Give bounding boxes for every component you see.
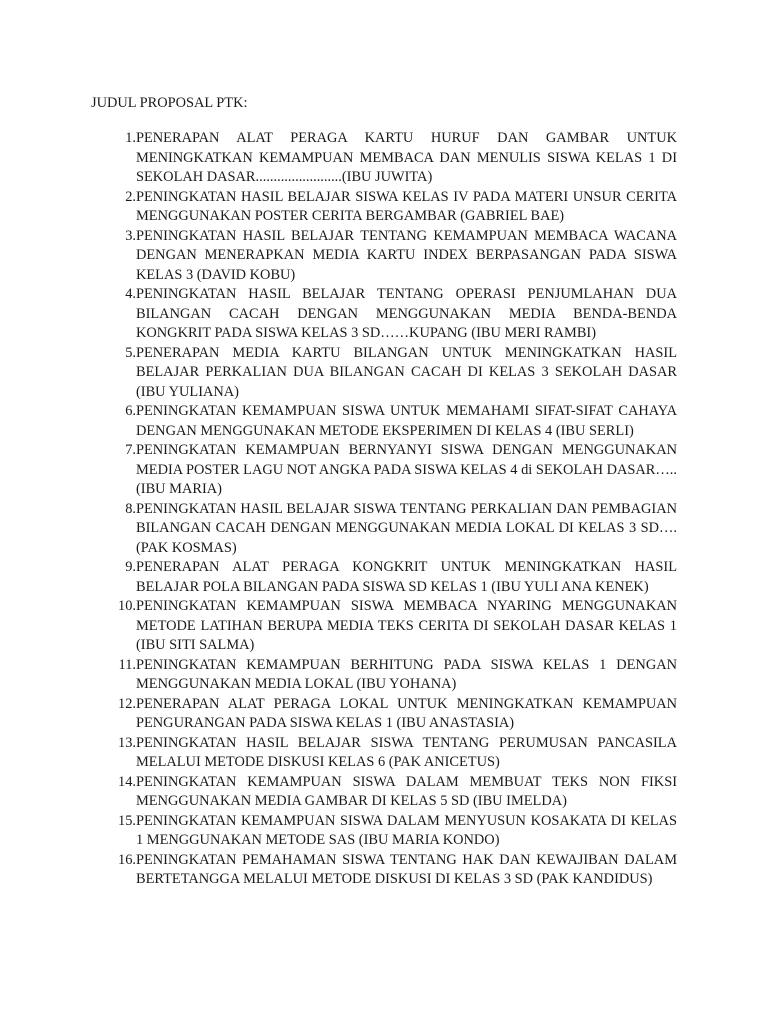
list-item-number: 12. xyxy=(118,695,136,712)
list-item-number: 5. xyxy=(125,344,136,361)
list-item-text: PENERAPAN ALAT PERAGA LOKAL UNTUK MENINGKATKAN KEMAMPUAN PENGURANGAN PADA SISWA KELAS 1 (IBU ANASTASIA) xyxy=(136,695,677,731)
list-item xyxy=(91,344,677,403)
list-item xyxy=(91,656,677,695)
list-item-text: PENERAPAN MEDIA KARTU BILANGAN UNTUK MENINGKATKAN HASIL BELAJAR PERKALIAN DUA BILANGAN CACAH DI KELAS 3 SEKOLAH DASAR (IBU YULIANA) xyxy=(136,344,677,400)
list-item-number: 7. xyxy=(125,442,136,458)
list-item-number: 13. xyxy=(118,734,136,751)
document-title: JUDUL PROPOSAL PTK: xyxy=(91,95,248,111)
list-item-text: PENINGKATAN PEMAHAMAN SISWA TENTANG HAK DAN KEWAJIBAN DALAM BERTETANGGA MELALUI METODE DISKUSI DI KELAS 3 SD (PAK KANDIDUS) xyxy=(136,851,677,887)
list-item xyxy=(91,734,677,773)
proposal-list xyxy=(91,129,677,890)
list-item-text: PENINGKATAN KEMAMPUAN SISWA DALAM MENYUSUN KOSAKATA DI KELAS 1 MENGGUNAKAN METODE SAS (IBU MARIA KONDO) xyxy=(136,812,677,848)
list-item-text: PENERAPAN ALAT PERAGA KARTU HURUF DAN GAMBAR UNTUK MENINGKATKAN KEMAMPUAN MEMBACA DAN MENULIS SISWA KELAS 1 DI SEKOLAH DASAR........................(IBU JUWITA) xyxy=(136,130,677,185)
list-item-text: PENINGKATAN HASIL BELAJAR SISWA TENTANG PERKALIAN DAN PEMBAGIAN BILANGAN CACAH DENGAN MENGGUNAKAN MEDIA LOKAL DI KELAS 3 SD….(PAK KOSMAS) xyxy=(136,500,677,556)
list-item xyxy=(91,695,677,734)
list-item-text: PENINGKATAN HASIL BELAJAR TENTANG OPERASI PENJUMLAHAN DUA BILANGAN CACAH DENGAN MENGGUNAKAN MEDIA BENDA-BENDA KONGKRIT PADA SISWA KELAS 3 SD……KUPANG (IBU MERI RAMBI) xyxy=(136,286,677,341)
list-item-number: 15. xyxy=(118,812,136,829)
list-item-text: PENINGKATAN HASIL BELAJAR TENTANG KEMAMPUAN MEMBACA WACANA DENGAN MENERAPKAN MEDIA KARTU INDEX BERPASANGAN PADA SISWA KELAS 3 (DAVID KOBU) xyxy=(136,227,677,283)
list-item xyxy=(91,500,677,559)
list-item xyxy=(91,188,677,227)
list-item-number: 4. xyxy=(125,286,136,302)
list-item-text: PENINGKATAN HASIL BELAJAR SISWA KELAS IV PADA MATERI UNSUR CERITA MENGGUNAKAN POSTER CERITA BERGAMBAR (GABRIEL BAE) xyxy=(136,188,677,224)
list-item-text: PENINGKATAN KEMAMPUAN BERNYANYI SISWA DENGAN MENGGUNAKAN MEDIA POSTER LAGU NOT ANGKA PADA SISWA KELAS 4 di SEKOLAH DASAR…..(IBU MARIA) xyxy=(136,442,677,497)
list-item-number: 11. xyxy=(118,656,136,673)
list-item xyxy=(91,558,677,597)
list-item-text: PENINGKATAN KEMAMPUAN SISWA UNTUK MEMAHAMI SIFAT-SIFAT CAHAYA DENGAN MENGGUNAKAN METODE EKSPERIMEN DI KELAS 4 (IBU SERLI) xyxy=(136,403,677,439)
list-item-number: 14. xyxy=(118,773,136,790)
list-item-number: 3. xyxy=(125,227,136,244)
list-item-text: PENINGKATAN KEMAMPUAN BERHITUNG PADA SISWA KELAS 1 DENGAN MENGGUNAKAN MEDIA LOKAL (IBU YOHANA) xyxy=(136,656,677,692)
list-item xyxy=(91,402,677,441)
list-item xyxy=(91,227,677,286)
list-item xyxy=(91,812,677,851)
list-item xyxy=(91,285,677,344)
list-item-text: PENERAPAN ALAT PERAGA KONGKRIT UNTUK MENINGKATKAN HASIL BELAJAR POLA BILANGAN PADA SISWA SD KELAS 1 (IBU YULI ANA KENEK) xyxy=(136,559,677,595)
list-item-number: 10. xyxy=(118,598,136,614)
list-item xyxy=(91,773,677,812)
list-item-text: PENINGKATAN KEMAMPUAN SISWA MEMBACA NYARING MENGGUNAKAN METODE LATIHAN BERUPA MEDIA TEKS CERITA DI SEKOLAH DASAR KELAS 1 (IBU SITI SALMA) xyxy=(136,598,677,653)
list-item-number: 1. xyxy=(125,130,136,146)
list-item-text: PENINGKATAN HASIL BELAJAR SISWA TENTANG PERUMUSAN PANCASILA MELALUI METODE DISKUSI KELAS 6 (PAK ANICETUS) xyxy=(136,734,677,770)
list-item-text: PENINGKATAN KEMAMPUAN SISWA DALAM MEMBUAT TEKS NON FIKSI MENGGUNAKAN MEDIA GAMBAR DI KELAS 5 SD (IBU IMELDA) xyxy=(136,773,677,809)
list-item xyxy=(91,851,677,890)
list-item-number: 8. xyxy=(125,500,136,517)
list-item xyxy=(91,441,677,500)
list-item-number: 16. xyxy=(118,851,136,868)
list-item xyxy=(91,597,677,656)
list-item-number: 9. xyxy=(125,559,136,575)
list-item-number: 2. xyxy=(125,188,136,205)
list-item xyxy=(91,129,677,188)
list-item-number: 6. xyxy=(125,403,136,419)
